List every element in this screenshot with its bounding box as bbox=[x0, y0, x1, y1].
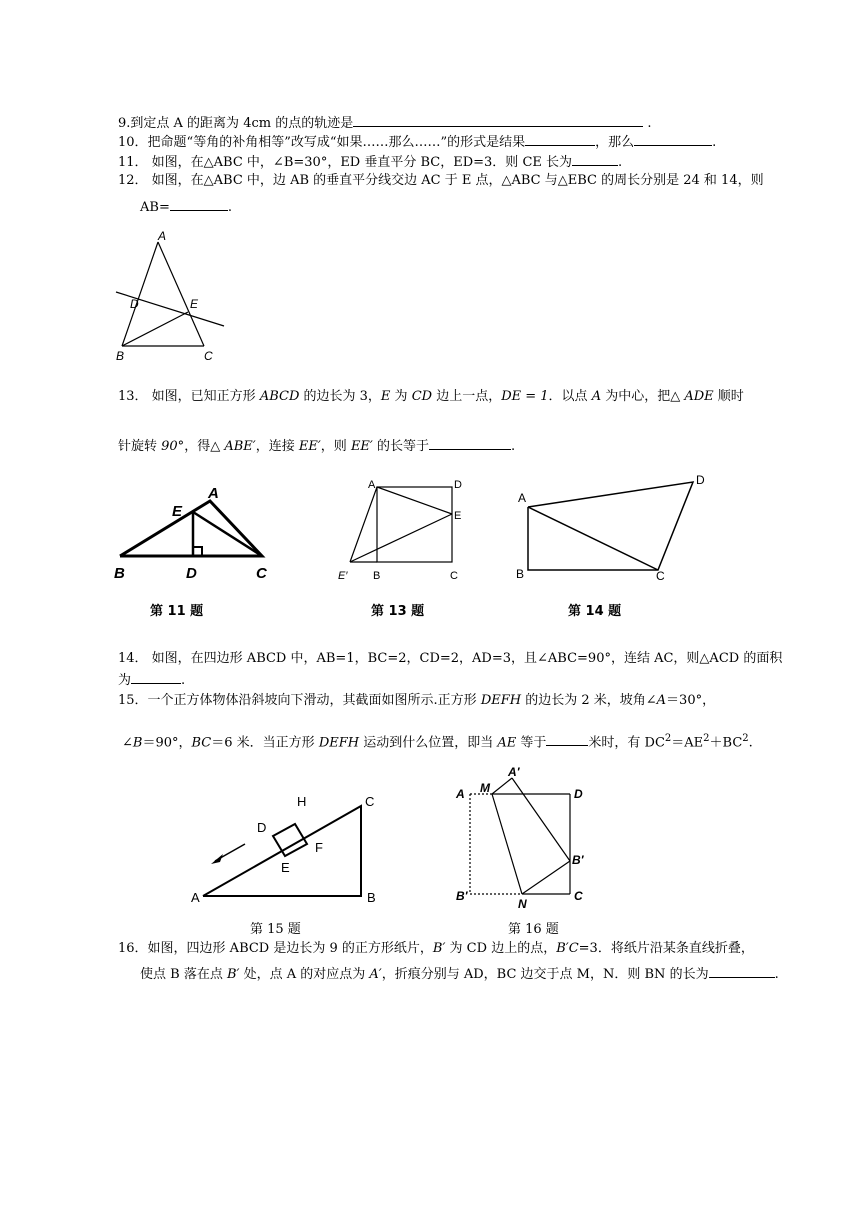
q12-end: . bbox=[227, 200, 232, 215]
fig16-b1n bbox=[522, 861, 570, 894]
q10-blank-2[interactable] bbox=[634, 132, 712, 146]
fig11-label-b: B bbox=[114, 565, 125, 582]
question-9 bbox=[118, 113, 651, 133]
fig15-caption: 第 15 题 bbox=[250, 922, 301, 937]
fig13-label-b: B bbox=[373, 570, 381, 582]
fig12-label-e: E bbox=[190, 297, 199, 311]
q13-text-c: 为 bbox=[390, 389, 412, 404]
q15-l2e: 等于 bbox=[516, 735, 547, 751]
fig16-label-m: M bbox=[480, 781, 490, 795]
q12-ab: AB= bbox=[140, 200, 170, 215]
q13-l2b: ，得△ bbox=[184, 439, 225, 454]
fig16-label-a: A bbox=[456, 787, 465, 801]
figure-13 bbox=[330, 475, 480, 587]
fig13-label-e1: E′ bbox=[338, 570, 348, 582]
fig13-label-a: A bbox=[368, 479, 376, 491]
q15-l2h: ＋BC bbox=[709, 735, 743, 751]
q13-abe: ABE′ bbox=[224, 439, 256, 454]
fig15-arrow-head bbox=[211, 854, 223, 864]
fig13-label-c: C bbox=[450, 570, 458, 582]
q14-text: 14． 如图，在四边形 ABCD 中，AB=1，BC=2，CD=2，AD=3，且∠ABC=90°，连结 AC，则△ACD 的面积 bbox=[118, 651, 783, 666]
figure-12 bbox=[108, 228, 238, 368]
q14-blank[interactable] bbox=[131, 670, 181, 684]
q15-text-a: 15．一个正方体物体沿斜坡向下滑动，其截面如图所示.正方形 bbox=[118, 693, 481, 708]
fig15-label-a: A bbox=[191, 890, 200, 905]
q15-bc: BC bbox=[191, 735, 212, 751]
q10-text: 10．把命题“等角的补角相等”改写成“如果……那么……”的形式是结果 bbox=[118, 135, 526, 150]
question-10 bbox=[118, 132, 716, 152]
q13-a: A bbox=[591, 389, 602, 404]
fig12-side-ac bbox=[158, 242, 204, 346]
q15-l2c: ＝6 米．当正方形 bbox=[211, 735, 319, 751]
q16-ap: A′ bbox=[369, 967, 382, 982]
q14-end: . bbox=[181, 673, 186, 688]
figure-15 bbox=[185, 788, 385, 906]
fig13-label-e: E bbox=[454, 510, 462, 522]
fig12-label-a: A bbox=[158, 229, 167, 243]
q13-ee1: EE′ bbox=[298, 439, 321, 454]
fig14-label-d: D bbox=[696, 473, 705, 487]
question-13-line2 bbox=[118, 436, 515, 456]
q11-end: . bbox=[618, 155, 623, 170]
fig14-label-c: C bbox=[656, 569, 665, 582]
question-15-line2 bbox=[122, 730, 753, 752]
q10-mid: ，那么 bbox=[595, 135, 635, 150]
fig15-label-d: D bbox=[257, 820, 267, 835]
question-14 bbox=[118, 650, 782, 668]
q13-de: DE = 1 bbox=[501, 389, 549, 404]
q13-text-a: 13． 如图，已知正方形 bbox=[118, 389, 260, 404]
q16-text-b: 为 CD 边上的点， bbox=[445, 941, 557, 956]
q16-bp2: B′ bbox=[226, 967, 240, 982]
q13-deg: 90° bbox=[161, 439, 185, 454]
question-16 bbox=[118, 940, 754, 958]
q15-text-c: ＝30°， bbox=[666, 693, 716, 708]
fig11-label-c: C bbox=[256, 565, 267, 582]
q15-l2g: ＝AE bbox=[671, 735, 704, 751]
q15-sq1: 2 bbox=[664, 733, 672, 744]
fig12-label-d: D bbox=[130, 297, 139, 311]
q13-l2d: ，则 bbox=[320, 439, 351, 454]
q10-end: . bbox=[712, 135, 717, 150]
question-12 bbox=[118, 172, 764, 190]
fig15-label-f: F bbox=[315, 840, 323, 855]
q15-sq2: 2 bbox=[703, 733, 710, 744]
q11-blank[interactable] bbox=[572, 152, 618, 166]
q13-cd: CD bbox=[411, 389, 433, 404]
question-15 bbox=[118, 692, 715, 710]
q15-blank[interactable] bbox=[546, 732, 588, 746]
fig15-label-c: C bbox=[365, 794, 375, 809]
q13-l2a: 针旋转 bbox=[118, 439, 162, 454]
q15-text-b: 的边长为 2 米，坡角∠ bbox=[521, 693, 657, 708]
q15-l2i: . bbox=[748, 735, 753, 751]
fig11-triangle bbox=[120, 501, 262, 556]
fig16-label-c: C bbox=[574, 889, 583, 903]
fig11-label-d: D bbox=[186, 565, 197, 582]
q13-ee2: EE′ bbox=[350, 439, 373, 454]
q16-l2b: 处，点 A 的对应点为 bbox=[239, 967, 370, 982]
q15-defh: DEFH bbox=[480, 693, 522, 708]
q16-text-a: 16．如图，四边形 ABCD 是边长为 9 的正方形纸片， bbox=[118, 941, 433, 956]
fig15-label-e: E bbox=[281, 860, 290, 875]
figure-14 bbox=[510, 470, 710, 582]
q12-blank[interactable] bbox=[170, 197, 228, 211]
q9-answer-blank[interactable] bbox=[353, 113, 643, 127]
question-14-line2 bbox=[118, 670, 185, 690]
fig16-crease-mn bbox=[492, 794, 522, 894]
q10-blank-1[interactable] bbox=[525, 132, 595, 146]
fig16-label-n: N bbox=[518, 897, 527, 911]
fig16-caption: 第 16 题 bbox=[508, 922, 559, 937]
q13-e: E bbox=[380, 389, 391, 404]
q9-end: . bbox=[643, 116, 652, 131]
q13-ade: ADE bbox=[684, 389, 714, 404]
fig16-a1b1 bbox=[512, 778, 570, 861]
fig15-label-h: H bbox=[297, 794, 307, 809]
fig13-caption: 第 13 题 bbox=[371, 604, 425, 619]
q15-l2a: ∠ bbox=[122, 735, 133, 751]
q13-abcd: ABCD bbox=[259, 389, 300, 404]
q15-l2b: ＝90°， bbox=[142, 735, 192, 751]
q16-bpc: B′C bbox=[556, 941, 579, 956]
q15-l2d: 运动到什么位置，即当 bbox=[359, 735, 498, 751]
fig14-ac bbox=[528, 507, 658, 570]
q13-blank[interactable] bbox=[429, 436, 511, 450]
fig14-caption: 第 14 题 bbox=[568, 604, 622, 619]
q16-l2d: . bbox=[774, 967, 779, 982]
fig12-label-b: B bbox=[116, 349, 125, 363]
question-12-line2 bbox=[140, 197, 232, 217]
fig16-label-b: B′ bbox=[456, 889, 468, 903]
question-11 bbox=[118, 152, 622, 172]
q15-l2f: 米时，有 DC bbox=[588, 735, 665, 751]
figure-16 bbox=[450, 762, 600, 912]
fig15-label-b: B bbox=[367, 890, 376, 905]
q11-text: 11． 如图，在△ABC 中，∠B=30°，ED 垂直平分 BC，ED=3．则 CE 长为 bbox=[118, 155, 573, 170]
fig14-label-a: A bbox=[518, 491, 527, 505]
q16-l2c: ，折痕分别与 AD，BC 边交于点 M，N．则 BN 的长为 bbox=[381, 967, 709, 982]
q16-text-c: =3．将纸片沿某条直线折叠， bbox=[578, 941, 754, 956]
question-16-line2 bbox=[140, 964, 779, 984]
fig13-ae bbox=[377, 487, 452, 514]
fig16-label-b1: B′ bbox=[572, 853, 584, 867]
fig11-caption: 第 11 题 bbox=[150, 604, 204, 619]
q13-text-h: 顺时 bbox=[713, 389, 744, 404]
q16-l2a: 使点 B 落在点 bbox=[140, 967, 227, 982]
q14-wei: 为 bbox=[118, 673, 132, 688]
q13-l2c: ，连接 bbox=[255, 439, 299, 454]
q15-a: A bbox=[656, 693, 667, 708]
fig11-label-e: E bbox=[172, 503, 183, 520]
q13-text-d: 边上一点， bbox=[432, 389, 502, 404]
fig11-label-a: A bbox=[208, 485, 219, 502]
fig12-label-c: C bbox=[204, 349, 213, 363]
figure-11 bbox=[110, 484, 280, 584]
q9-text: 9.到定点 A 的距离为 4cm 的点的轨迹是 bbox=[118, 116, 354, 131]
fig14-label-b: B bbox=[516, 567, 525, 581]
q13-l2e: 的长等于 bbox=[372, 439, 430, 454]
q16-blank[interactable] bbox=[709, 964, 775, 978]
q13-text-g: 为中心，把△ bbox=[601, 389, 685, 404]
fig16-label-a1: A′ bbox=[508, 765, 520, 779]
q13-text-f: ．以点 bbox=[548, 389, 592, 404]
q15-defh2: DEFH bbox=[318, 735, 360, 751]
fig13-square bbox=[377, 487, 452, 562]
fig14-quadrilateral bbox=[528, 482, 693, 570]
question-13 bbox=[118, 388, 744, 406]
fig13-label-d: D bbox=[454, 479, 462, 491]
q16-bp: B′ bbox=[432, 941, 446, 956]
q13-text-b: 的边长为 3， bbox=[299, 389, 381, 404]
q15-b: B bbox=[132, 735, 143, 751]
q13-l2f: . bbox=[511, 439, 516, 454]
fig16-label-d: D bbox=[574, 787, 583, 801]
q15-ae: AE bbox=[497, 735, 517, 751]
q12-text: 12． 如图，在△ABC 中，边 AB 的垂直平分线交边 AC 于 E 点，△ABC 与△EBC 的周长分别是 24 和 14，则 bbox=[118, 173, 764, 188]
fig16-ma1 bbox=[492, 778, 512, 794]
q15-sq3: 2 bbox=[742, 733, 749, 744]
